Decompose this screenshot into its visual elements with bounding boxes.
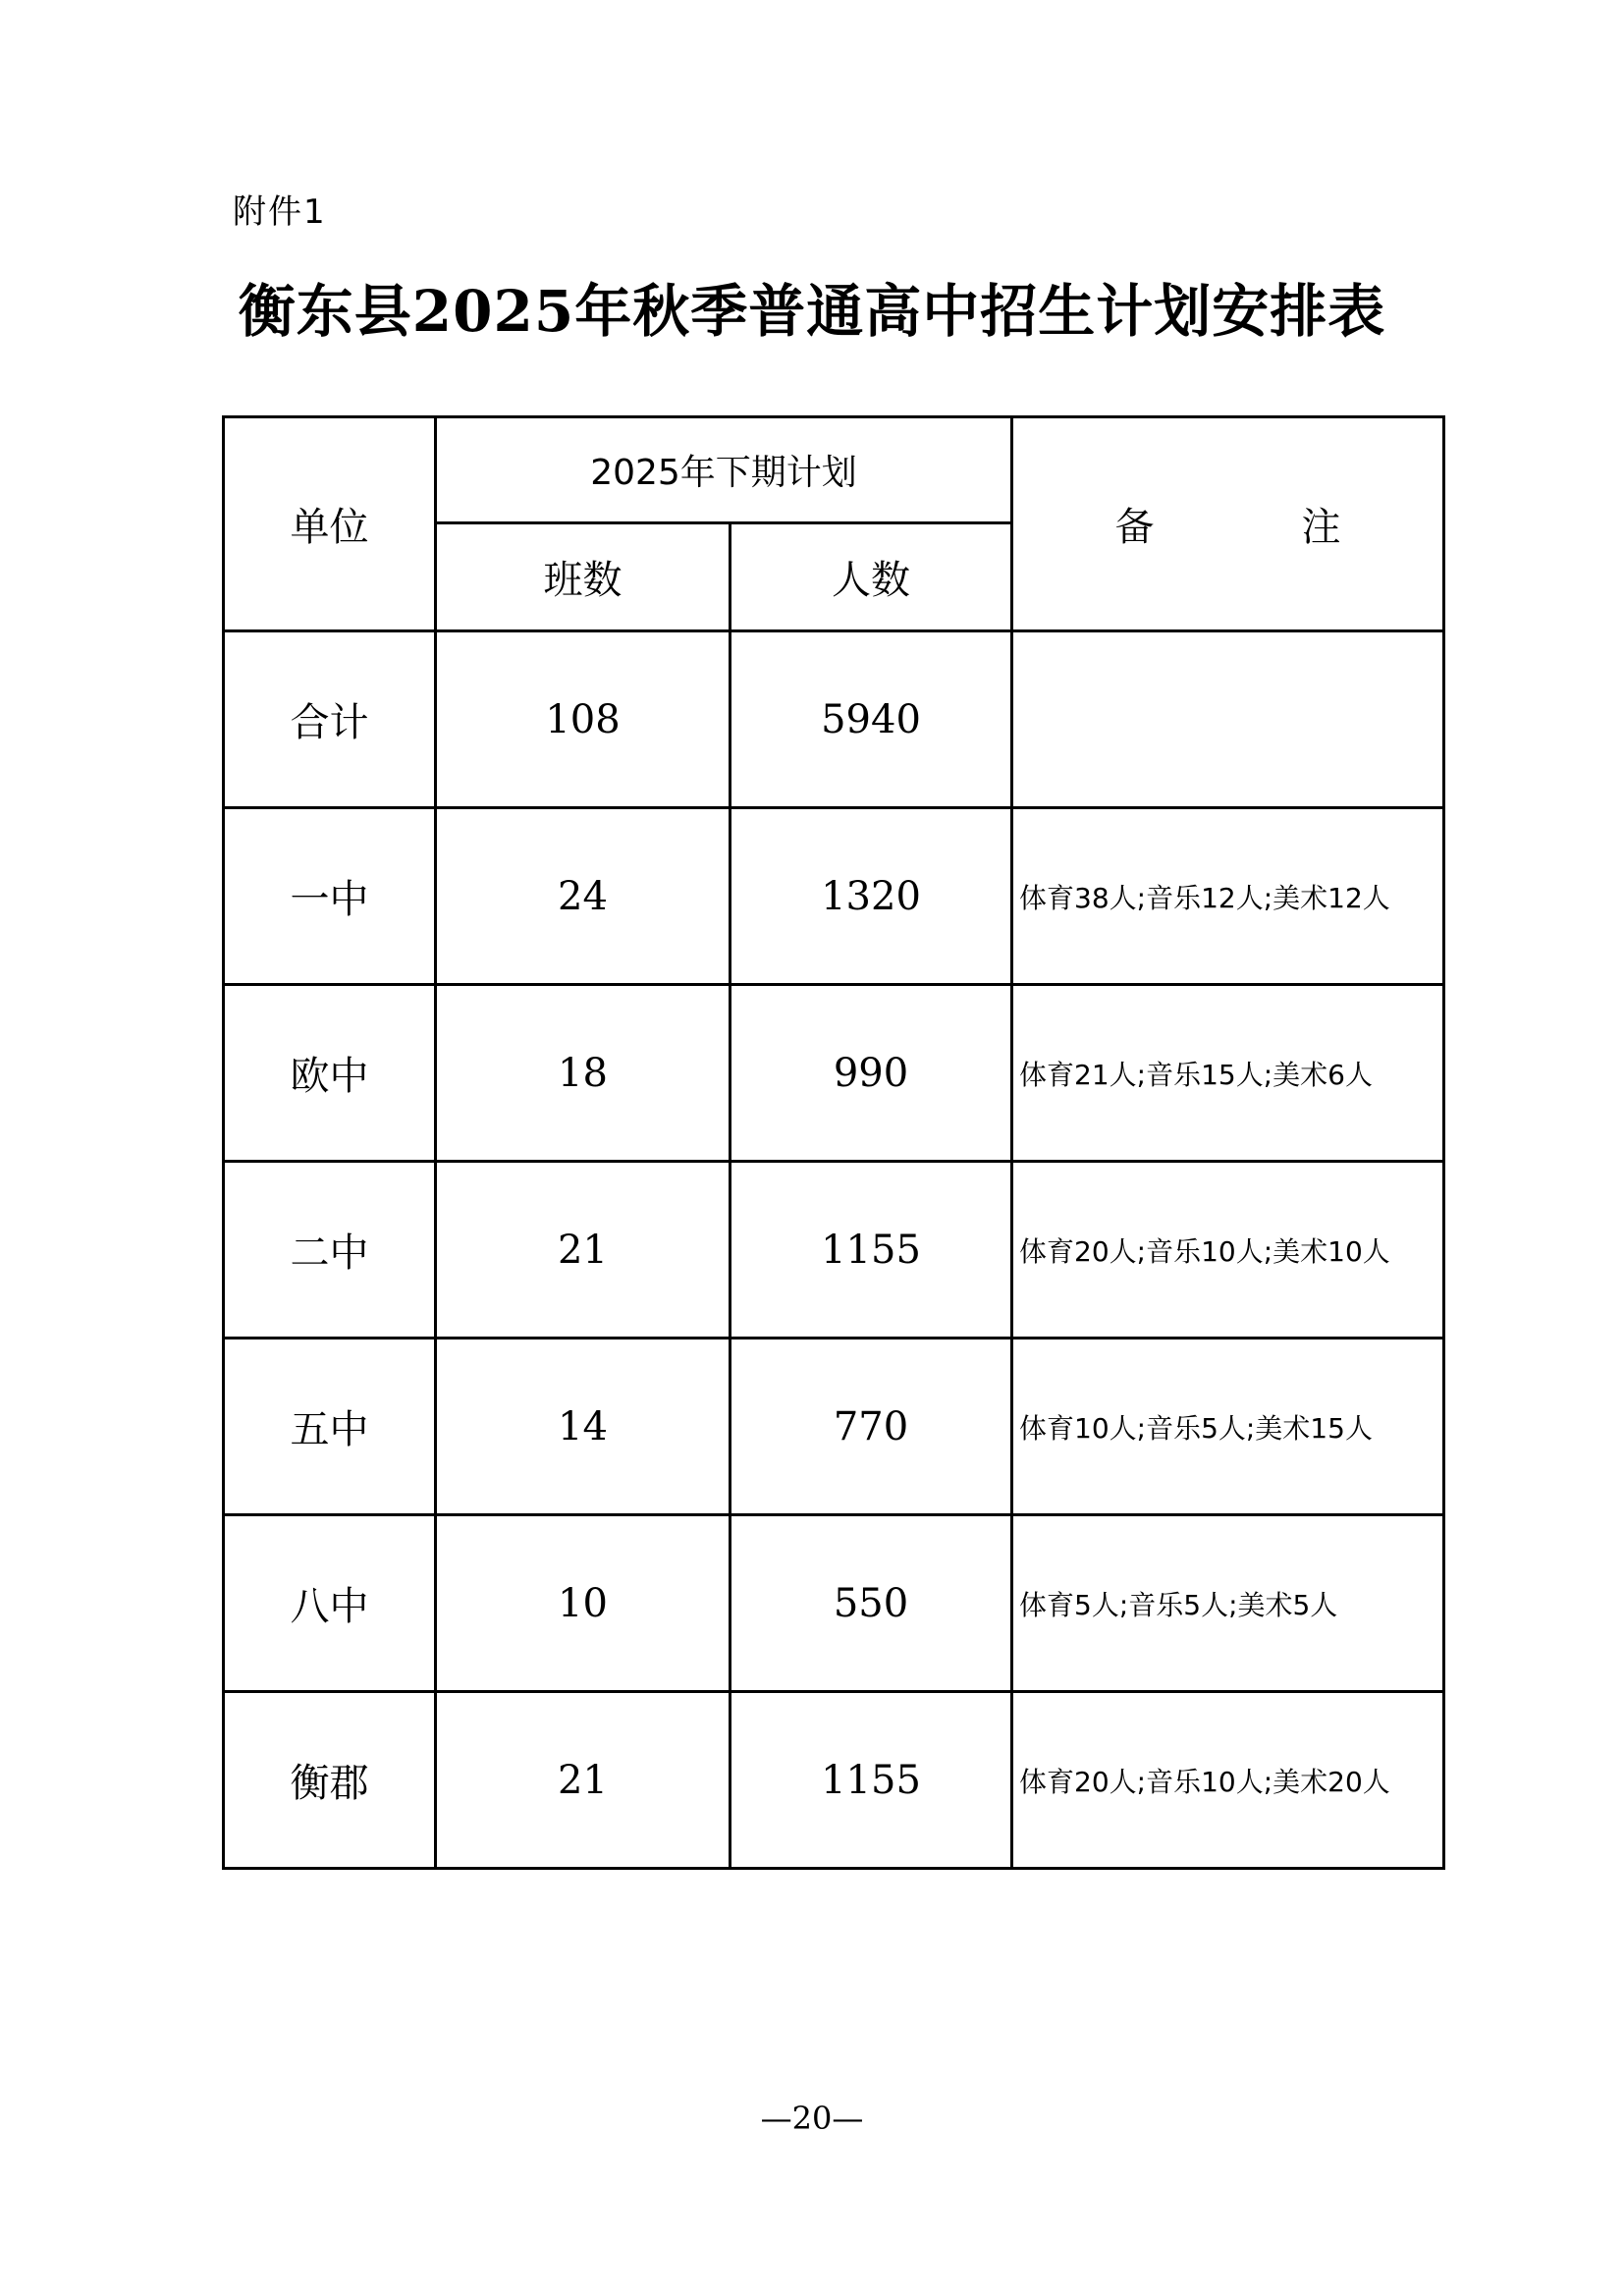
- header-plan-group: 2025年下期计划: [436, 417, 1012, 523]
- row-students: 990: [731, 985, 1012, 1162]
- row-unit: 五中: [224, 1339, 436, 1515]
- row-classes: 21: [436, 1692, 731, 1869]
- row-unit: 二中: [224, 1162, 436, 1339]
- header-remarks: [1012, 417, 1444, 631]
- row-note: 体育20人;音乐10人;美术10人: [1012, 1162, 1444, 1339]
- row-students: 1320: [731, 808, 1012, 985]
- header-unit: 单位: [224, 417, 436, 631]
- row-classes: 24: [436, 808, 731, 985]
- row-classes: 108: [436, 631, 731, 808]
- table-row: [224, 1692, 1444, 1869]
- row-unit: 合计: [224, 631, 436, 808]
- header-row-1: [224, 417, 1444, 523]
- row-note: 体育21人;音乐15人;美术6人: [1012, 985, 1444, 1162]
- row-unit: 欧中: [224, 985, 436, 1162]
- row-unit: 一中: [224, 808, 436, 985]
- row-classes: 14: [436, 1339, 731, 1515]
- row-students: 1155: [731, 1162, 1012, 1339]
- row-unit: 八中: [224, 1515, 436, 1692]
- table-row: [224, 1515, 1444, 1692]
- row-note: 体育20人;音乐10人;美术20人: [1012, 1692, 1444, 1869]
- row-unit: 衡郡: [224, 1692, 436, 1869]
- table-row: [224, 985, 1444, 1162]
- enrollment-plan-table: [222, 415, 1445, 1870]
- table-row: [224, 808, 1444, 985]
- row-note: 体育10人;音乐5人;美术15人: [1012, 1339, 1444, 1515]
- row-classes: 21: [436, 1162, 731, 1339]
- row-classes: 18: [436, 985, 731, 1162]
- table-row: [224, 631, 1444, 808]
- header-classes: 班数: [436, 523, 731, 631]
- header-students: 人数: [731, 523, 1012, 631]
- row-note: 体育5人;音乐5人;美术5人: [1012, 1515, 1444, 1692]
- table-row: [224, 1162, 1444, 1339]
- row-note: 体育38人;音乐12人;美术12人: [1012, 808, 1444, 985]
- row-students: 770: [731, 1339, 1012, 1515]
- row-note: [1012, 631, 1444, 808]
- row-classes: 10: [436, 1515, 731, 1692]
- table-row: [224, 1339, 1444, 1515]
- row-students: 550: [731, 1515, 1012, 1692]
- row-students: 1155: [731, 1692, 1012, 1869]
- header-remarks-right: 注: [1301, 505, 1341, 550]
- header-remarks-left: 备: [1114, 505, 1155, 550]
- attachment-label: 附件1: [233, 192, 327, 232]
- document-title: 衡东县2025年秋季普通高中招生计划安排表: [238, 278, 1386, 345]
- row-students: 5940: [731, 631, 1012, 808]
- page-number: —20—: [760, 2100, 864, 2137]
